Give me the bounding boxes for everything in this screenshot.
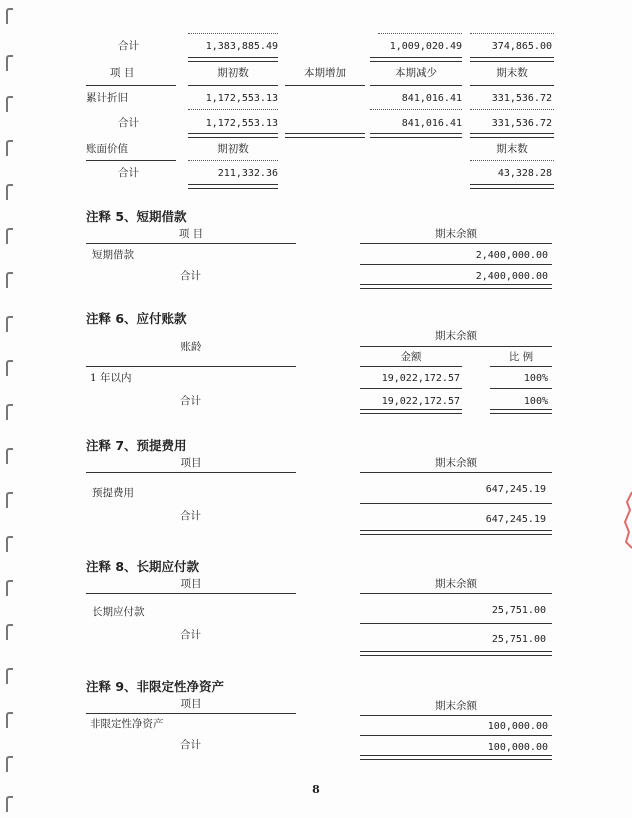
double-rule	[470, 133, 554, 138]
note9-title: 注释 9、非限定性净资产	[86, 679, 225, 694]
header-increase: 本期增加	[304, 67, 346, 79]
total-begin-value: 1,383,885.49	[205, 41, 278, 52]
dotted-rule	[188, 33, 278, 34]
binder-ring-icon	[6, 580, 13, 596]
note6-row-ratio: 100%	[523, 373, 548, 384]
total-begin-value: 211,332.36	[217, 168, 278, 179]
total-begin-value: 1,172,553.13	[205, 118, 278, 129]
note6-col-end: 期末余额	[435, 330, 477, 342]
rule	[86, 160, 176, 161]
double-rule	[370, 133, 462, 138]
note5-total-label: 合计	[180, 270, 201, 282]
binder-ring-icon	[6, 448, 13, 464]
double-rule	[188, 57, 278, 62]
book-begin-header: 期初数	[217, 143, 249, 155]
double-rule	[360, 755, 552, 760]
double-rule	[285, 133, 365, 138]
note6-total-label: 合计	[180, 395, 201, 407]
rule	[360, 735, 552, 736]
double-rule	[360, 284, 552, 289]
note7-total-label: 合计	[180, 510, 201, 522]
dotted-rule	[470, 160, 554, 161]
rule	[360, 593, 552, 594]
note5-col-item: 项 目	[178, 228, 204, 240]
dotted-rule	[378, 33, 462, 34]
double-rule	[360, 530, 552, 535]
book-value-label: 账面价值	[86, 143, 128, 155]
depreciation-begin: 1,172,553.13	[205, 93, 278, 104]
double-rule	[470, 57, 554, 62]
dotted-rule	[188, 160, 278, 161]
double-rule	[360, 409, 462, 414]
rule	[360, 243, 552, 244]
note6-total-ratio: 100%	[523, 396, 548, 407]
rule	[86, 593, 296, 594]
binder-ring-icon	[6, 55, 13, 71]
note6-total-amount: 19,022,172.57	[381, 396, 460, 407]
note7-row-value: 647,245.19	[485, 484, 546, 495]
header-item: 项 目	[110, 67, 135, 79]
binder-ring-icon	[6, 272, 13, 288]
note8-total-value: 25,751.00	[491, 634, 546, 645]
note6-row-amount: 19,022,172.57	[381, 373, 460, 384]
double-rule	[370, 57, 462, 62]
double-rule	[360, 651, 552, 656]
note6-row-label: 1 年以内	[90, 372, 132, 384]
note5-title: 注释 5、短期借款	[86, 209, 187, 224]
rule	[188, 85, 278, 86]
double-rule	[188, 184, 278, 189]
header-end: 期末数	[496, 67, 528, 79]
rule	[360, 472, 552, 473]
note7-title: 注释 7、预提费用	[86, 438, 187, 453]
rule	[360, 366, 462, 367]
rule	[86, 85, 176, 86]
rule	[490, 366, 552, 367]
note9-total-label: 合计	[180, 739, 201, 751]
header-begin: 期初数	[217, 67, 249, 79]
rule	[86, 713, 296, 714]
total-end-value: 374,865.00	[491, 41, 552, 52]
binder-ring-icon	[6, 668, 13, 684]
rule	[360, 715, 552, 716]
total-end-value: 43,328.28	[497, 168, 552, 179]
note8-title: 注释 8、长期应付款	[86, 559, 200, 574]
double-rule	[490, 409, 552, 414]
rule	[470, 85, 554, 86]
binder-ring-icon	[6, 228, 13, 244]
note5-row-value: 2,400,000.00	[475, 250, 548, 261]
total-label: 合计	[118, 117, 139, 129]
rule	[86, 472, 296, 473]
double-rule	[188, 133, 278, 138]
note7-total-value: 647,245.19	[485, 514, 546, 525]
depreciation-end: 331,536.72	[491, 93, 552, 104]
rule	[86, 243, 296, 244]
dotted-rule	[188, 109, 278, 110]
rule	[370, 85, 462, 86]
binder-ring-icon	[6, 184, 13, 200]
rule	[360, 623, 552, 624]
rule	[360, 264, 552, 265]
rule	[490, 388, 552, 389]
note6-col-ratio: 比 例	[508, 351, 534, 363]
note5-row-label: 短期借款	[92, 249, 134, 261]
binder-ring-icon	[6, 140, 13, 156]
rule	[360, 503, 552, 504]
double-rule	[470, 184, 554, 189]
note9-row-value: 100,000.00	[487, 721, 548, 732]
binder-ring-icon	[6, 756, 13, 772]
note6-title: 注释 6、应付账款	[86, 311, 187, 326]
binder-ring-icon	[6, 796, 13, 812]
binder-ring-icon	[6, 404, 13, 420]
note9-total-value: 100,000.00	[487, 742, 548, 753]
binder-ring-icon	[6, 96, 13, 112]
book-end-header: 期末数	[496, 143, 528, 155]
stamp-edge-icon	[624, 490, 632, 550]
binder-ring-icon	[6, 712, 13, 728]
header-decrease: 本期减少	[395, 67, 437, 79]
binder-ring-icon	[6, 360, 13, 376]
dotted-rule	[470, 109, 554, 110]
total-decrease-value: 841,016.41	[401, 118, 462, 129]
binder-ring-icon	[6, 536, 13, 552]
note6-col-amount: 金额	[400, 351, 422, 363]
note9-row-label: 非限定性净资产	[90, 718, 164, 730]
binder-ring-icon	[6, 316, 13, 332]
note9-col-item: 项目	[180, 698, 202, 710]
total-end-value: 331,536.72	[491, 118, 552, 129]
total-label: 合计	[118, 167, 139, 179]
dotted-rule	[370, 109, 462, 110]
total-decrease-value: 1,009,020.49	[389, 41, 462, 52]
note5-total-value: 2,400,000.00	[475, 271, 548, 282]
note8-col-item: 项目	[180, 578, 202, 590]
binder-ring-icon	[6, 492, 13, 508]
note8-total-label: 合计	[180, 629, 201, 641]
note9-col-end: 期末余额	[435, 700, 477, 712]
rule	[285, 85, 365, 86]
depreciation-decrease: 841,016.41	[401, 93, 462, 104]
rule	[360, 346, 552, 347]
note8-col-end: 期末余额	[435, 578, 477, 590]
note8-row-value: 25,751.00	[491, 605, 546, 616]
rule	[86, 366, 296, 367]
note5-col-end: 期末余额	[435, 228, 477, 240]
note7-col-end: 期末余额	[435, 457, 477, 469]
rule	[360, 388, 462, 389]
binder-ring-icon	[6, 624, 13, 640]
binder-ring-icon	[6, 8, 13, 24]
total-label: 合计	[118, 40, 139, 52]
note6-col-age: 账龄	[180, 341, 202, 353]
note7-col-item: 项目	[180, 457, 202, 469]
note8-row-label: 长期应付款	[92, 606, 145, 618]
dotted-rule	[470, 33, 554, 34]
depreciation-label: 累计折旧	[86, 92, 128, 104]
note7-row-label: 预提费用	[92, 487, 134, 499]
page-number: 8	[312, 783, 320, 796]
